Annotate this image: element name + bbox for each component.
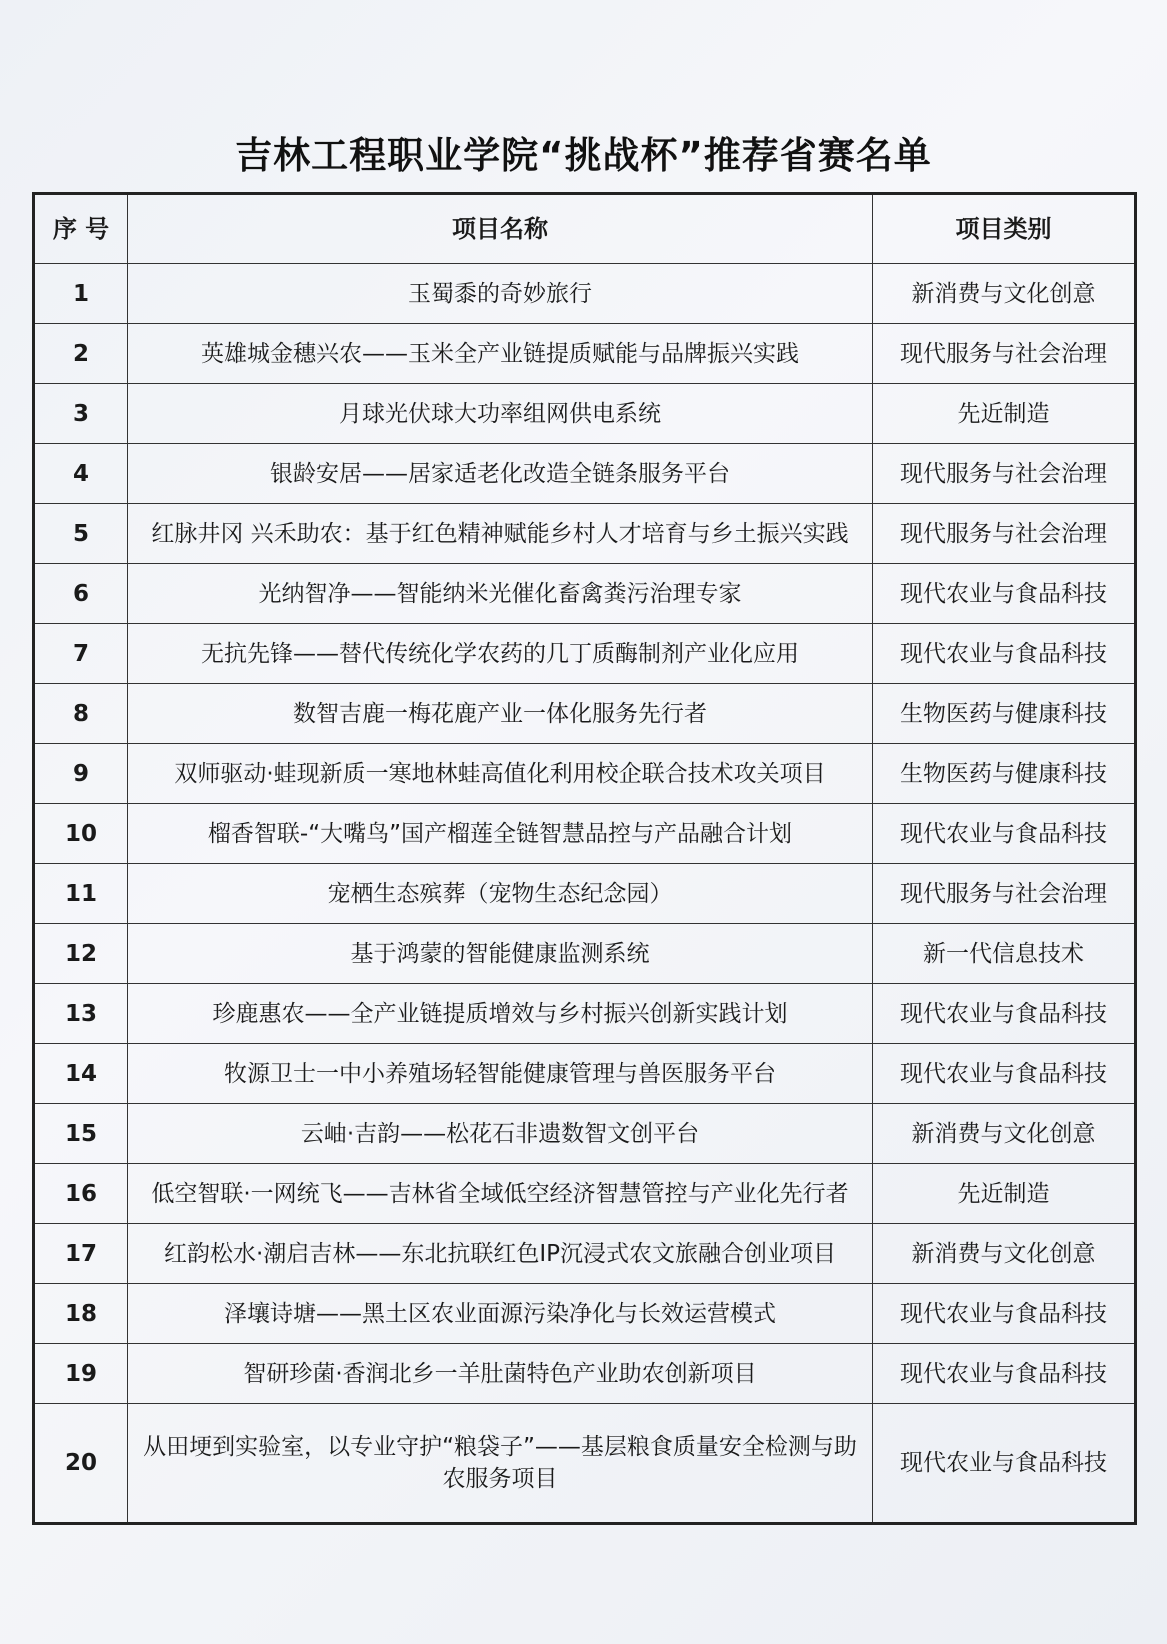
table-row [34,984,1136,1044]
project-name: 宠栖生态殡葬（宠物生态纪念园） [128,864,873,924]
table-row [34,1104,1136,1164]
project-category: 新消费与文化创意 [873,1104,1136,1164]
project-category: 现代农业与食品科技 [873,1284,1136,1344]
row-number: 4 [34,444,128,504]
table-row [34,684,1136,744]
project-name: 月球光伏球大功率组网供电系统 [128,384,873,444]
recommendation-table-container [32,192,1134,1525]
table-row [34,1404,1136,1524]
project-name: 英雄城金穗兴农——玉米全产业链提质赋能与品牌振兴实践 [128,324,873,384]
row-number: 10 [34,804,128,864]
project-category: 现代农业与食品科技 [873,804,1136,864]
row-number: 9 [34,744,128,804]
row-number: 2 [34,324,128,384]
project-name: 基于鸿蒙的智能健康监测系统 [128,924,873,984]
row-number: 12 [34,924,128,984]
table-row [34,1344,1136,1404]
project-category: 现代农业与食品科技 [873,984,1136,1044]
table-row [34,324,1136,384]
project-name: 红韵松水·潮启吉林——东北抗联红色IP沉浸式农文旅融合创业项目 [128,1224,873,1284]
project-name: 智研珍菌·香润北乡一羊肚菌特色产业助农创新项目 [128,1344,873,1404]
row-number: 16 [34,1164,128,1224]
header-project-category: 项目类别 [873,194,1136,264]
table-row [34,924,1136,984]
project-category: 生物医药与健康科技 [873,684,1136,744]
project-name: 从田埂到实验室，以专业守护“粮袋子”——基层粮食质量安全检测与助农服务项目 [128,1404,873,1524]
project-category: 先近制造 [873,1164,1136,1224]
row-number: 8 [34,684,128,744]
table-row [34,804,1136,864]
table-row [34,504,1136,564]
table-row [34,624,1136,684]
table-header-row [34,194,1136,264]
row-number: 11 [34,864,128,924]
table-row [34,1164,1136,1224]
project-category: 现代农业与食品科技 [873,1344,1136,1404]
project-name: 玉蜀黍的奇妙旅行 [128,264,873,324]
row-number: 1 [34,264,128,324]
table-row [34,864,1136,924]
project-category: 现代服务与社会治理 [873,444,1136,504]
table-row [34,744,1136,804]
project-category: 现代服务与社会治理 [873,324,1136,384]
project-category: 现代农业与食品科技 [873,1404,1136,1524]
row-number: 3 [34,384,128,444]
project-name: 云岫·吉韵——松花石非遗数智文创平台 [128,1104,873,1164]
project-category: 现代农业与食品科技 [873,624,1136,684]
row-number: 15 [34,1104,128,1164]
table-body [34,264,1136,1524]
project-category: 现代农业与食品科技 [873,564,1136,624]
project-name: 光纳智净——智能纳米光催化畜禽粪污治理专家 [128,564,873,624]
table-row [34,1044,1136,1104]
project-name: 银龄安居——居家适老化改造全链条服务平台 [128,444,873,504]
project-category: 新消费与文化创意 [873,264,1136,324]
row-number: 19 [34,1344,128,1404]
header-serial-number: 序 号 [34,194,128,264]
row-number: 18 [34,1284,128,1344]
row-number: 5 [34,504,128,564]
row-number: 6 [34,564,128,624]
project-name: 牧源卫士一中小养殖场轻智能健康管理与兽医服务平台 [128,1044,873,1104]
page-title: 吉林工程职业学院“挑战杯”推荐省赛名单 [235,133,932,177]
project-name: 泽壤诗塘——黑土区农业面源污染净化与长效运营模式 [128,1284,873,1344]
project-category: 新一代信息技术 [873,924,1136,984]
project-name: 红脉井冈 兴禾助农：基于红色精神赋能乡村人才培育与乡土振兴实践 [128,504,873,564]
table-row [34,384,1136,444]
project-category: 现代农业与食品科技 [873,1044,1136,1104]
row-number: 14 [34,1044,128,1104]
table-row [34,564,1136,624]
project-name: 低空智联·一网统飞——吉林省全域低空经济智慧管控与产业化先行者 [128,1164,873,1224]
table-row [34,1284,1136,1344]
project-name: 榴香智联-“大嘴鸟”国产榴莲全链智慧品控与产品融合计划 [128,804,873,864]
project-name: 无抗先锋——替代传统化学农药的几丁质酶制剂产业化应用 [128,624,873,684]
project-category: 生物医药与健康科技 [873,744,1136,804]
project-name: 数智吉鹿一梅花鹿产业一体化服务先行者 [128,684,873,744]
recommendation-table [32,192,1137,1525]
project-category: 现代服务与社会治理 [873,504,1136,564]
project-category: 现代服务与社会治理 [873,864,1136,924]
row-number: 7 [34,624,128,684]
project-name: 双师驱动·蛙现新质一寒地林蛙高值化利用校企联合技术攻关项目 [128,744,873,804]
row-number: 13 [34,984,128,1044]
project-name: 珍鹿惠农——全产业链提质增效与乡村振兴创新实践计划 [128,984,873,1044]
row-number: 20 [34,1404,128,1524]
row-number: 17 [34,1224,128,1284]
project-category: 新消费与文化创意 [873,1224,1136,1284]
table-row [34,264,1136,324]
header-project-name: 项目名称 [128,194,873,264]
project-category: 先近制造 [873,384,1136,444]
table-row [34,1224,1136,1284]
table-row [34,444,1136,504]
